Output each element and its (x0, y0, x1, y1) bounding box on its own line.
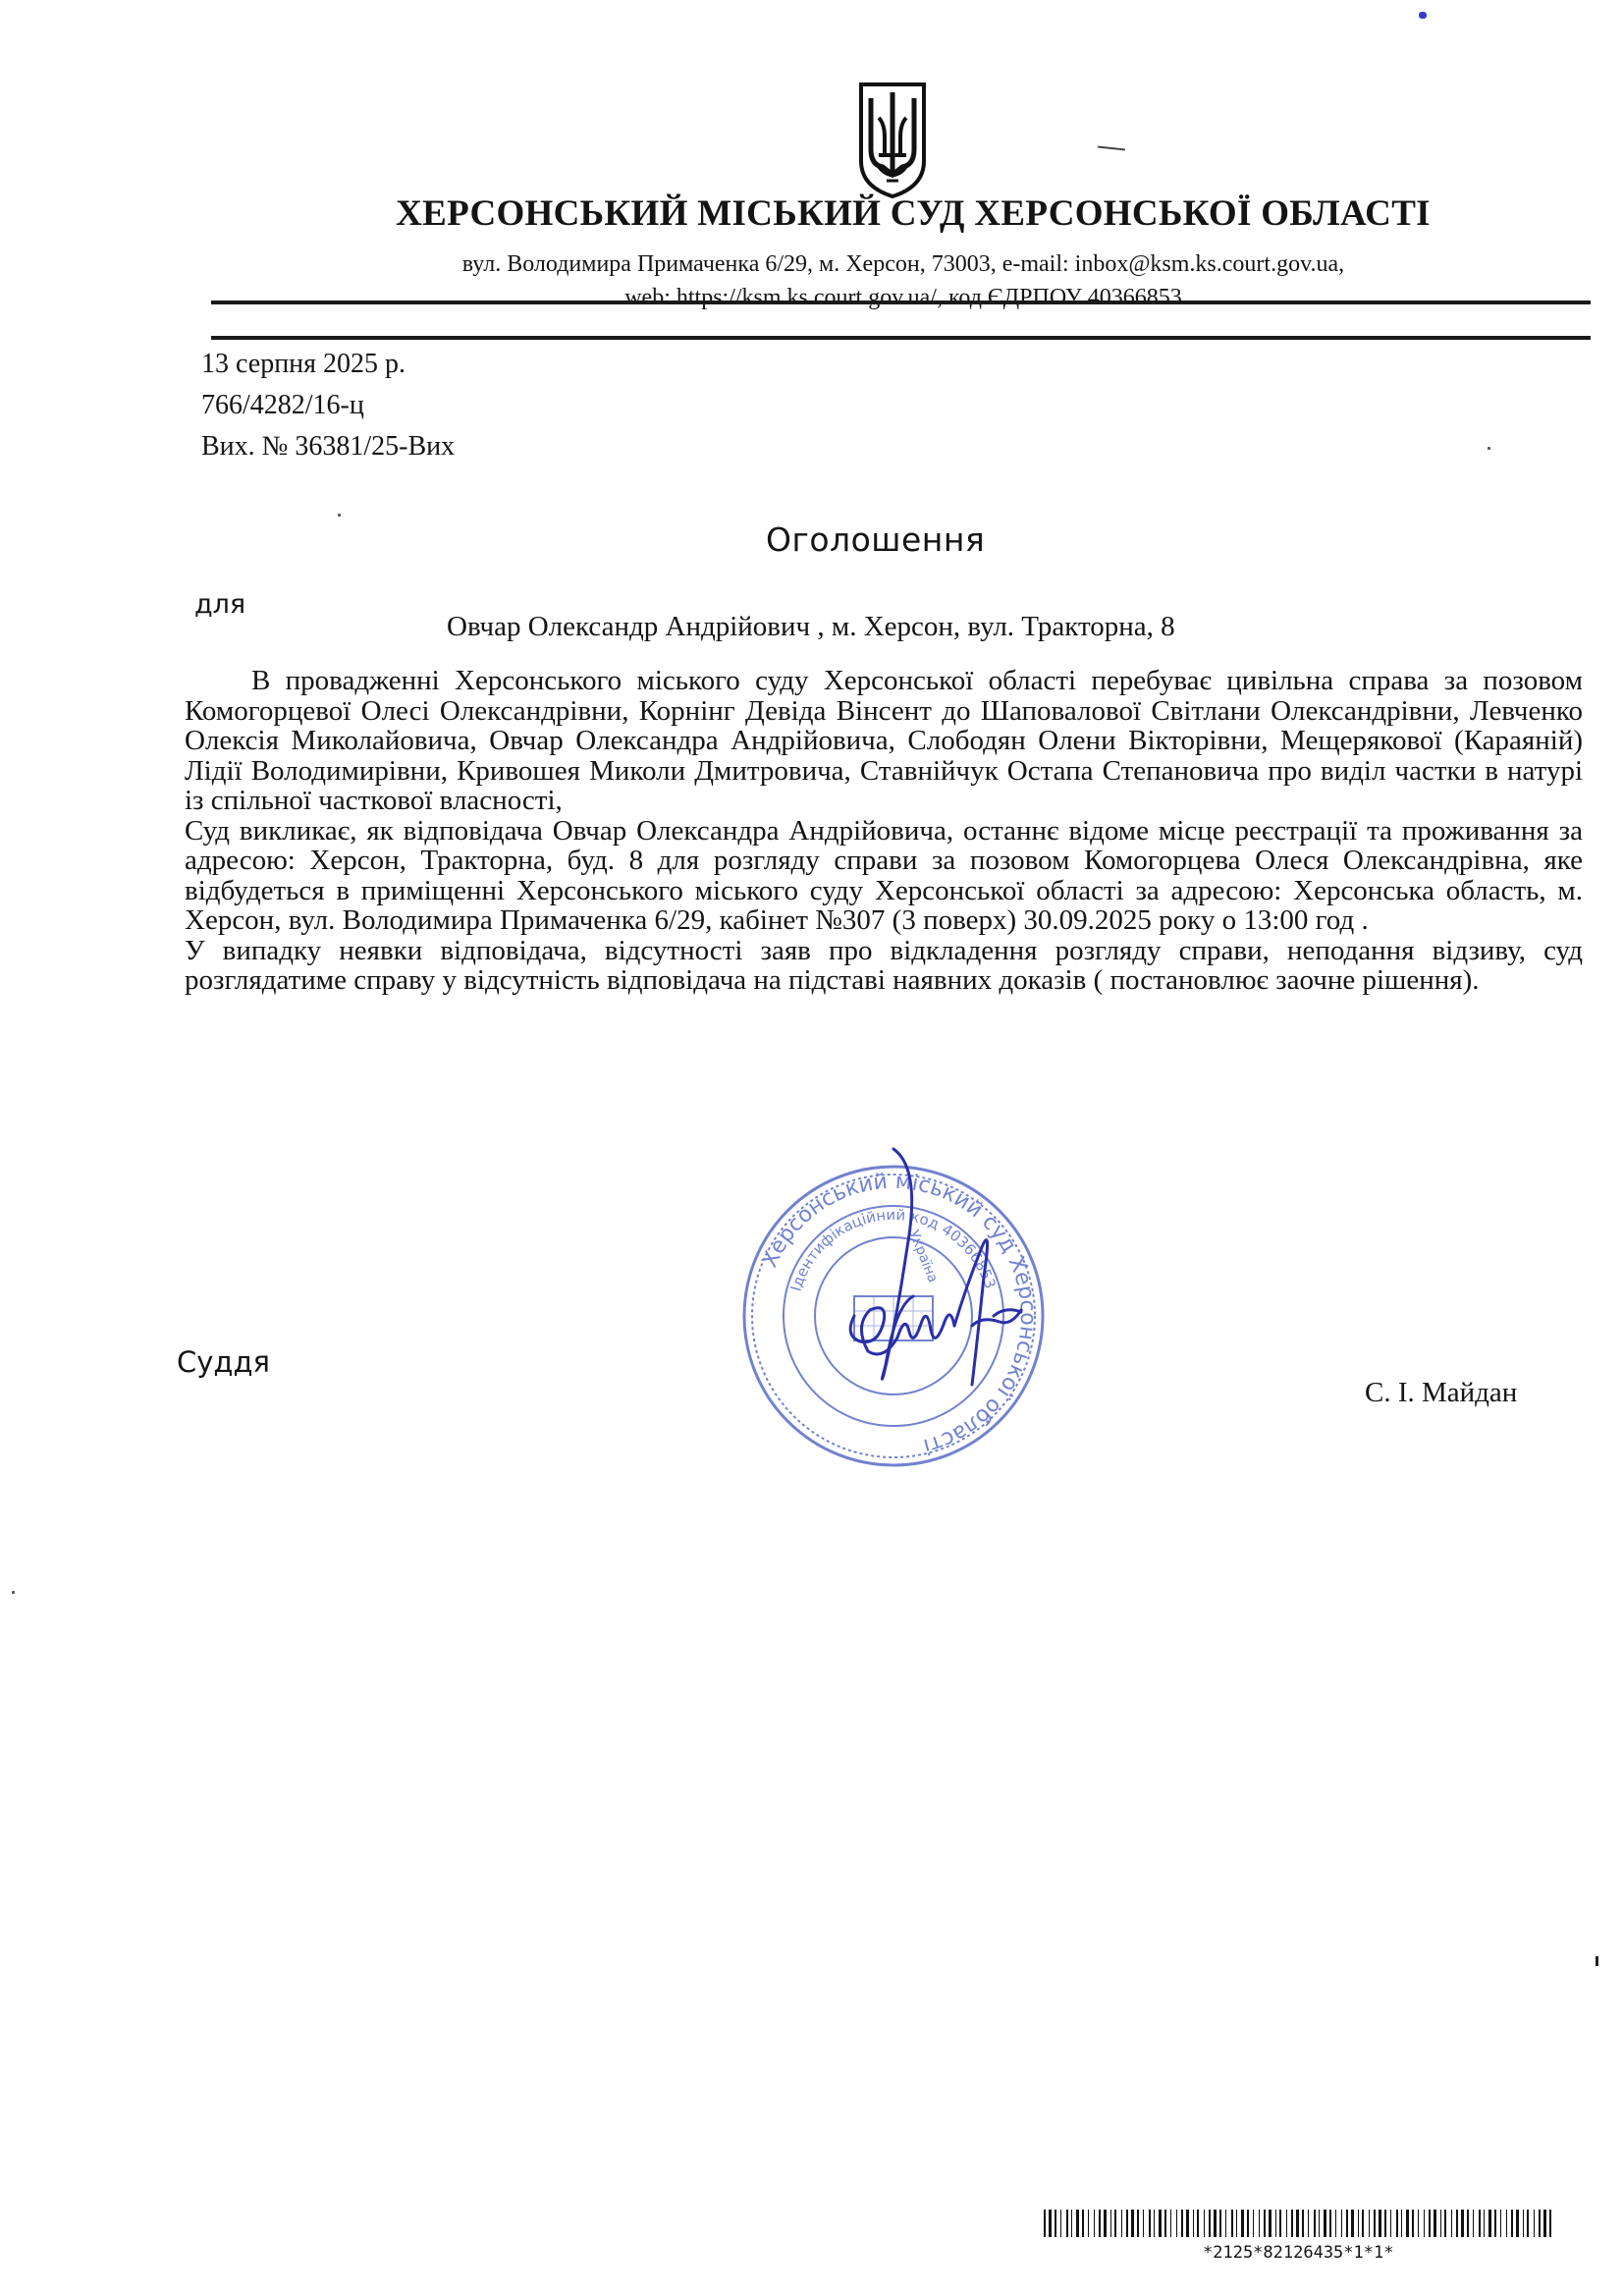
barcode-bar (1159, 2210, 1162, 2237)
barcode-bar (1264, 2210, 1266, 2237)
barcode-bar (1440, 2210, 1441, 2237)
announcement-body (185, 666, 1583, 996)
barcode-bar (1412, 2210, 1414, 2237)
barcode-bar (1429, 2210, 1431, 2237)
barcode-bar (1479, 2210, 1481, 2237)
barcode-bar (1500, 2210, 1501, 2237)
document-title: Оголошення (766, 520, 986, 559)
barcode-bar (1231, 2210, 1233, 2237)
barcode-bar (1204, 2210, 1205, 2237)
barcode-bar (1461, 2210, 1464, 2237)
judge-label: Суддя (177, 1345, 270, 1379)
barcode-bar (1406, 2210, 1409, 2237)
barcode-bar (1170, 2210, 1171, 2237)
barcode-bar (1110, 2210, 1111, 2237)
outgoing-number: Вих. № 36381/25-Вих (201, 431, 456, 462)
barcode-bar (1176, 2210, 1177, 2237)
barcode-bar (1444, 2210, 1446, 2237)
court-name-heading: ХЕРСОНСЬКИЙ МІСЬКИЙ СУД ХЕРСОНСЬКОЇ ОБЛАСТІ (396, 193, 1431, 234)
barcode-bar (1197, 2210, 1199, 2237)
barcode-bar (1104, 2210, 1107, 2237)
barcode-bar (1186, 2210, 1189, 2237)
barcode-bar (1418, 2210, 1419, 2237)
barcode-bar (1066, 2210, 1068, 2237)
barcode-bar (1374, 2210, 1376, 2237)
barcode-bar (1143, 2210, 1144, 2237)
barcode-bar (1308, 2210, 1309, 2237)
barcode-bar (1506, 2210, 1507, 2237)
addressee-text: Овчар Олександр Андрійович , м. Херсон, вул. Тракторна, 8 (447, 611, 1175, 642)
official-stamp-icon (744, 1167, 1043, 1465)
barcode-bar (1296, 2210, 1299, 2237)
barcode-bar (1099, 2210, 1101, 2237)
header-divider-bottom (211, 336, 1591, 340)
barcode-bar (1241, 2210, 1244, 2237)
scan-artifact-line (1596, 1956, 1598, 1966)
barcode-bar (1390, 2210, 1391, 2237)
barcode-bar (1539, 2210, 1541, 2237)
barcode-bar (1259, 2210, 1260, 2237)
barcode-bar (1401, 2210, 1402, 2237)
barcode-bar (1527, 2210, 1529, 2237)
barcode-bar (1396, 2210, 1398, 2237)
barcode-bar (1055, 2210, 1056, 2237)
barcode-bar (1076, 2210, 1079, 2237)
barcode-bar (1341, 2210, 1342, 2237)
barcode-bar (1088, 2210, 1089, 2237)
barcode-bar (1247, 2210, 1249, 2237)
barcode-bar (1302, 2210, 1304, 2237)
scan-artifact-speck (1488, 447, 1490, 450)
barcode-bar (1523, 2210, 1524, 2237)
barcode-bar (1219, 2210, 1221, 2237)
barcode-bar (1484, 2210, 1485, 2237)
scan-artifact-dot (1419, 12, 1427, 19)
barcode-bar (1358, 2210, 1359, 2237)
barcode-bar (1049, 2210, 1052, 2237)
scan-artifact-speck (338, 514, 341, 517)
barcode-bar (1488, 2210, 1491, 2237)
barcode-bar (1516, 2210, 1519, 2237)
barcode-bar (1534, 2210, 1535, 2237)
header-divider-top (211, 301, 1591, 304)
barcode-bar (1082, 2210, 1084, 2237)
barcode-bar (1329, 2210, 1331, 2237)
case-number: 766/4282/16-ц (201, 390, 364, 420)
barcode-text: *2125*82126435*1*1* (1203, 2243, 1394, 2263)
barcode-bar (1126, 2210, 1128, 2237)
barcode-bar (1467, 2210, 1469, 2237)
barcode-bar (1549, 2210, 1551, 2237)
court-address-line2: web: https://ksm.ks.court.gov.ua/, код ЄДРПОУ 40366853 (624, 285, 1182, 310)
scan-artifact-speck (12, 1591, 15, 1594)
barcode-bar (1291, 2210, 1293, 2237)
barcode-bar (1319, 2210, 1320, 2237)
barcode-bar (1346, 2210, 1348, 2237)
barcode-bar (1193, 2210, 1194, 2237)
barcode-bar (1121, 2210, 1122, 2237)
barcode-bar (1511, 2210, 1513, 2237)
body-paragraph-2: Суд викликає, як відповідача Овчар Олександра Андрійовича, останнє відоме місце реєстрації та проживання за адресою: Херсон, Тракторна, буд. 8 для розгляду справи за позовом Комогорцева Олеся Олександрівна, яке відбудеться в приміщенні Херсонського міського суду Херсонської області за адресою: Херсонська область, м. Херсон, вул. Володимира Примаченка 6/29, кабінет №307 (3 поверх) 30.09.2025 року о 13:00 год . (185, 814, 1583, 936)
barcode-bar (1060, 2210, 1061, 2237)
body-paragraph-1: В провадженні Херсонського міського суду Херсонської області перебуває цивільна справа за позовом Комогорцевої Олесі Олександрівни, Корнінг Девіда Вінсент до Шаповалової Світлани Олександрівни, Левченко Олексія Миколайовича, Овчар Олександра Андрійовича, Слободян Олени Вікторівни, Мещерякової (Караяній) Лідії Володимирівни, Кривошея Миколи Дмитровича, Ставнійчук Остапа Степановича про виділ частки в натурі із спільної часткової власності, (185, 665, 1583, 816)
document-date: 13 серпня 2025 р. (201, 349, 406, 379)
barcode-bar (1131, 2210, 1134, 2237)
barcode-bar (1149, 2210, 1151, 2237)
barcode-bar (1071, 2210, 1072, 2237)
barcode-bar (1181, 2210, 1183, 2237)
barcode-bar (1451, 2210, 1452, 2237)
scan-artifact-mark (1098, 146, 1125, 151)
barcode-bar (1384, 2210, 1386, 2237)
barcode-bar (1164, 2210, 1166, 2237)
barcode-bar (1324, 2210, 1326, 2237)
coat-of-arms-icon (857, 79, 928, 200)
stamp-and-signature (687, 1129, 1100, 1483)
barcode-bar (1286, 2210, 1287, 2237)
barcode-bar (1369, 2210, 1370, 2237)
barcode-bar (1137, 2210, 1139, 2237)
barcode-bar (1154, 2210, 1155, 2237)
barcode-bar (1473, 2210, 1474, 2237)
addressee-label: для (194, 589, 246, 620)
stamp-country-text: Україна (905, 1228, 942, 1285)
barcode-bar (1114, 2210, 1116, 2237)
barcode-bar (1269, 2210, 1271, 2237)
barcode-bar (1494, 2210, 1496, 2237)
barcode-bar (1335, 2210, 1336, 2237)
barcode-bar (1225, 2210, 1226, 2237)
barcode-bar (1543, 2210, 1546, 2237)
barcode-bar (1044, 2210, 1046, 2237)
court-address-line1: вул. Володимира Примаченка 6/29, м. Херсон, 73003, e-mail: inbox@ksm.ks.court.gov.ua, (461, 251, 1345, 277)
barcode-bar (1236, 2210, 1237, 2237)
barcode-bar (1351, 2210, 1354, 2237)
barcode-bar (1314, 2210, 1316, 2237)
barcode-bar (1094, 2210, 1095, 2237)
barcode-bar (1253, 2210, 1254, 2237)
judge-name: С. І. Майдан (1365, 1377, 1518, 1408)
barcode-bar (1275, 2210, 1276, 2237)
barcode-bar (1279, 2210, 1281, 2237)
barcode-bar (1209, 2210, 1211, 2237)
stamp-outer-text: Херсонський міський суд Херсонської області (757, 1169, 1041, 1459)
stamp-inner-text: Ідентифікаційний код 40366853 (786, 1205, 1000, 1293)
barcode-bar (1456, 2210, 1458, 2237)
barcode-bar (1379, 2210, 1381, 2237)
barcode-bar (1214, 2210, 1217, 2237)
barcode-icon (1044, 2210, 1552, 2237)
barcode-bar (1362, 2210, 1364, 2237)
body-paragraph-3: У випадку неявки відповідача, відсутності заяв про відкладення розгляду справи, неподання відзиву, суд розглядатиме справу у відсутність відповідача на підставі наявних доказів ( постановлює заочне рішення). (185, 934, 1583, 996)
barcode-bar (1434, 2210, 1436, 2237)
barcode-bar (1424, 2210, 1425, 2237)
